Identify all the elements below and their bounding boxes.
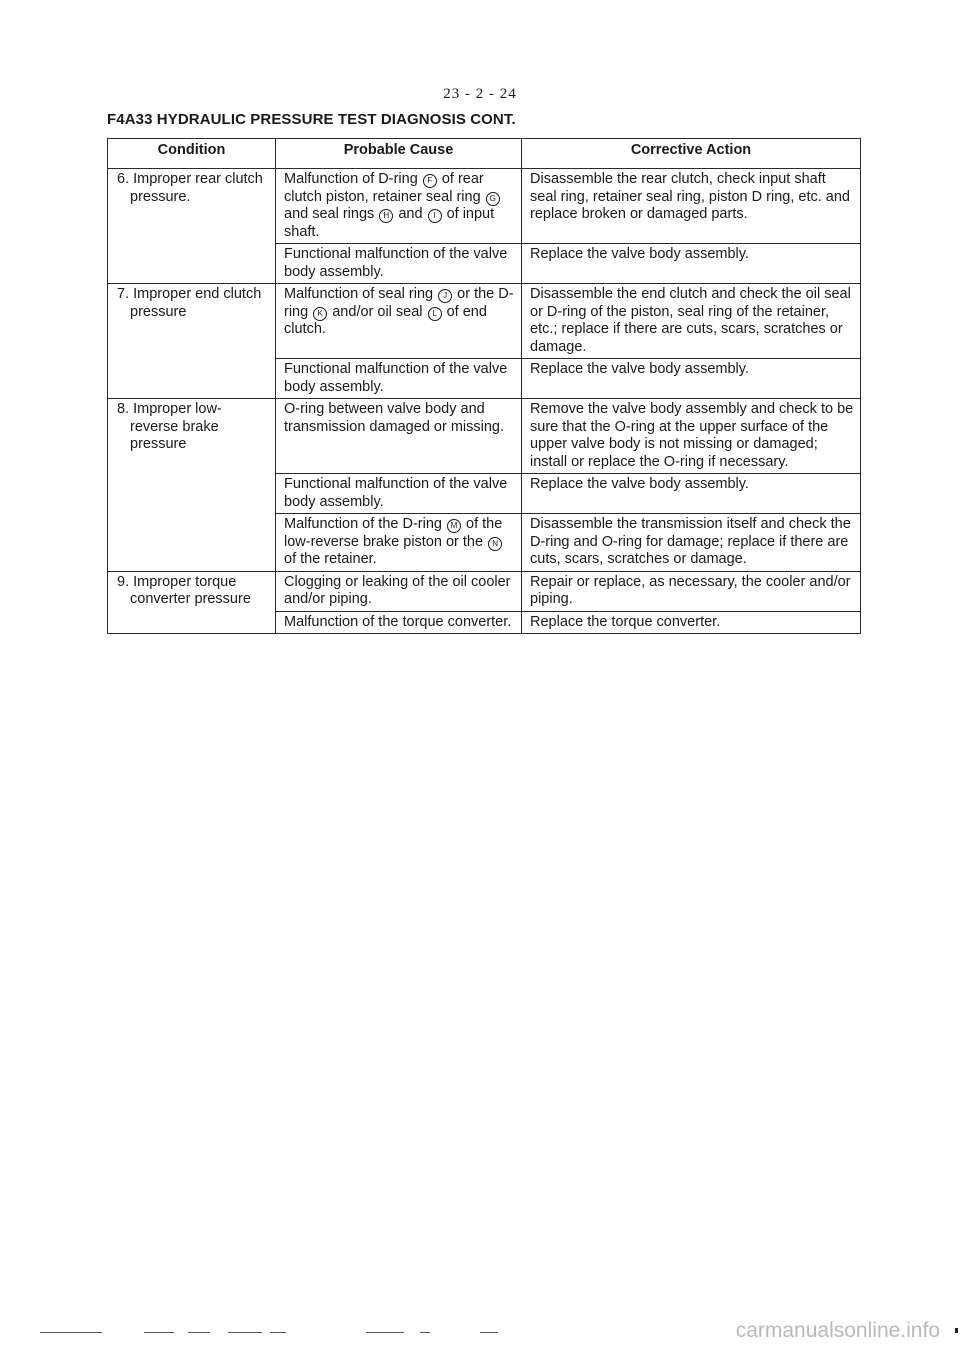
header-probable-cause: Probable Cause <box>276 139 522 169</box>
probable-cause-cell <box>276 611 522 634</box>
cause-text: of the retainer. <box>284 551 377 567</box>
cause-text: or the D-ring <box>284 286 514 320</box>
table-body <box>108 169 861 634</box>
part-callout-marker: H <box>379 209 393 223</box>
probable-cause-cell <box>276 284 522 359</box>
cause-text: Malfunction of D-ring <box>284 171 422 187</box>
diagnosis-table <box>107 138 861 634</box>
cause-text: Functional malfunction of the valve body assembly. <box>284 246 508 280</box>
corrective-action-cell: Replace the valve body assembly. <box>522 244 861 284</box>
cause-text: and/or oil seal <box>328 303 427 320</box>
cause-text: of end clutch. <box>284 303 487 337</box>
corrective-action-cell: Remove the valve body assembly and check to be sure that the O-ring at the upper surface of the upper valve body is not missing or damaged; install or replace the O-ring if necessary. <box>522 399 861 474</box>
cause-text: of rear clutch piston, retainer seal ring <box>284 171 485 205</box>
cause-text: O-ring between valve body and transmission damaged or missing. <box>284 401 505 435</box>
cause-text: of input shaft. <box>284 206 495 240</box>
cause-text: and seal rings <box>284 206 379 222</box>
corrective-action-cell: Repair or replace, as necessary, the cooler and/or piping. <box>522 571 861 611</box>
condition-cell <box>108 284 276 399</box>
probable-cause-cell <box>276 169 522 244</box>
condition-cell <box>108 169 276 284</box>
table-row <box>108 571 861 611</box>
page-number: 23 - 2 - 24 <box>443 86 517 102</box>
corrective-action-cell: Replace the valve body assembly. <box>522 359 861 399</box>
probable-cause-cell <box>276 571 522 611</box>
condition-text: 7. Improper end clutch pressure <box>117 286 262 320</box>
part-callout-marker: K <box>313 307 327 321</box>
cause-text: Malfunction of the torque converter. <box>284 613 512 630</box>
part-callout-marker: M <box>447 519 461 533</box>
probable-cause-cell <box>276 514 522 572</box>
probable-cause-cell <box>276 399 522 474</box>
probable-cause-cell <box>276 359 522 399</box>
cause-text: Malfunction of the D-ring <box>284 516 446 532</box>
table-row <box>108 399 861 474</box>
part-callout-marker: L <box>428 307 442 321</box>
part-callout-marker: N <box>488 537 502 551</box>
probable-cause-cell <box>276 474 522 514</box>
table-row <box>108 284 861 359</box>
corrective-action-cell: Replace the valve body assembly. <box>522 474 861 514</box>
cause-text: Malfunction of seal ring <box>284 286 438 302</box>
condition-cell <box>108 571 276 634</box>
document-title: F4A33 HYDRAULIC PRESSURE TEST DIAGNOSIS CONT. <box>107 111 516 128</box>
watermark-text: carmanualsonline.info <box>735 1319 940 1342</box>
part-callout-marker: F <box>423 174 437 188</box>
condition-text: 6. Improper rear clutch pressure. <box>117 171 263 205</box>
corrective-action-cell: Disassemble the end clutch and check the oil seal or D-ring of the piston, seal ring of the retainer, etc.; replace if there are cuts, scars, scratches or damage. <box>522 284 861 359</box>
table-row <box>108 169 861 244</box>
corrective-action-cell: Replace the torque converter. <box>522 611 861 634</box>
cause-text: Functional malfunction of the valve body assembly. <box>284 361 508 395</box>
cause-text: of the low-reverse brake piston or the <box>284 516 503 550</box>
edge-mark <box>955 1328 958 1333</box>
probable-cause-cell <box>276 244 522 284</box>
footer-scan-marks <box>40 1332 500 1336</box>
corrective-action-cell: Disassemble the rear clutch, check input shaft seal ring, retainer seal ring, piston D ring, etc. and replace broken or damaged parts. <box>522 169 861 244</box>
cause-text: and <box>394 206 427 222</box>
cause-text: Clogging or leaking of the oil cooler and/or piping. <box>284 573 511 607</box>
table-header-row <box>108 139 861 169</box>
condition-text: 9. Improper torque converter pressure <box>117 573 251 607</box>
part-callout-marker: G <box>486 192 500 206</box>
part-callout-marker: J <box>438 289 452 303</box>
cause-text: Functional malfunction of the valve body assembly. <box>284 476 508 510</box>
header-corrective-action: Corrective Action <box>522 139 861 169</box>
condition-cell <box>108 399 276 572</box>
corrective-action-cell: Disassemble the transmission itself and check the D-ring and O-ring for damage; replace if there are cuts, scars, scratches or damage. <box>522 514 861 572</box>
header-condition: Condition <box>108 139 276 169</box>
part-callout-marker: I <box>428 209 442 223</box>
condition-text: 8. Improper low-reverse brake pressure <box>117 401 222 452</box>
